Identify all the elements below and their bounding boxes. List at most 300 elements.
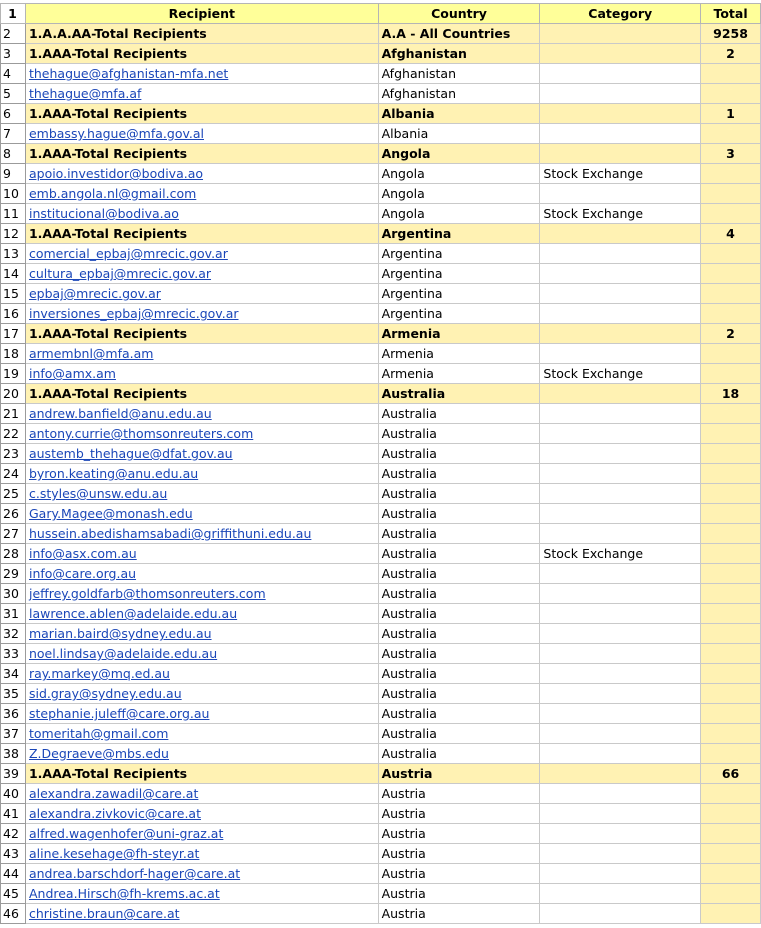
category-cell[interactable] [540,124,701,144]
recipient-cell[interactable] [25,604,378,624]
recipient-email-link[interactable]: marian.baird@sydney.edu.au [28,626,212,641]
country-cell[interactable]: Australia [378,624,540,644]
recipient-email-link[interactable]: emb.angola.nl@gmail.com [28,186,197,201]
country-cell[interactable]: Australia [378,484,540,504]
recipient-cell[interactable] [25,484,378,504]
row-number[interactable]: 44 [1,864,26,884]
recipient-email-link[interactable]: embassy.hague@mfa.gov.al [28,126,204,141]
total-cell[interactable] [701,804,761,824]
header-country[interactable]: Country [378,4,540,24]
table-row [1,364,761,384]
total-cell[interactable]: 66 [701,764,761,784]
recipient-email-link[interactable]: info@asx.com.au [28,546,137,561]
recipient-email-link[interactable]: ray.markey@mq.ed.au [28,666,170,681]
country-cell[interactable]: Austria [378,824,540,844]
group-total-row [1,144,761,164]
country-cell[interactable]: Australia [378,544,540,564]
recipient-cell[interactable]: 1.AAA-Total Recipients [25,144,378,164]
row-number[interactable]: 34 [1,664,26,684]
row-number[interactable]: 5 [1,84,26,104]
header-recipient[interactable]: Recipient [25,4,378,24]
table-row [1,844,761,864]
row-number[interactable]: 35 [1,684,26,704]
row-number[interactable]: 36 [1,704,26,724]
table-row [1,64,761,84]
row-number[interactable]: 45 [1,884,26,904]
country-cell[interactable]: Austria [378,864,540,884]
total-cell[interactable]: 1 [701,104,761,124]
row-number[interactable]: 11 [1,204,26,224]
total-cell[interactable] [701,524,761,544]
row-number[interactable]: 10 [1,184,26,204]
recipient-email-link[interactable]: hussein.abedishamsabadi@griffithuni.edu.au [28,526,312,541]
category-cell[interactable] [540,304,701,324]
recipient-email-link[interactable]: armembnl@mfa.am [28,346,154,361]
category-cell[interactable] [540,444,701,464]
category-cell[interactable] [540,24,701,44]
country-cell[interactable]: Australia [378,744,540,764]
recipient-email-link[interactable]: apoio.investidor@bodiva.ao [28,166,204,181]
total-cell[interactable]: 2 [701,44,761,64]
recipient-email-link[interactable]: noel.lindsay@adelaide.edu.au [28,646,218,661]
recipient-cell[interactable] [25,264,378,284]
category-cell[interactable] [540,464,701,484]
country-cell[interactable]: Australia [378,724,540,744]
row-number[interactable]: 46 [1,904,26,924]
category-cell[interactable] [540,844,701,864]
country-cell[interactable]: Australia [378,684,540,704]
row-number[interactable]: 17 [1,324,26,344]
recipient-cell[interactable] [25,364,378,384]
recipient-cell[interactable] [25,664,378,684]
recipient-cell[interactable]: 1.AAA-Total Recipients [25,384,378,404]
row-number[interactable]: 32 [1,624,26,644]
table-row [1,264,761,284]
total-cell[interactable]: 18 [701,384,761,404]
table-row [1,664,761,684]
recipient-cell[interactable] [25,544,378,564]
category-cell[interactable] [540,564,701,584]
recipient-cell[interactable] [25,124,378,144]
recipient-email-link[interactable]: antony.currie@thomsonreuters.com [28,426,254,441]
total-cell[interactable] [701,64,761,84]
table-row [1,524,761,544]
recipient-cell[interactable] [25,464,378,484]
category-cell[interactable] [540,644,701,664]
row-number[interactable]: 41 [1,804,26,824]
recipient-email-link[interactable]: austemb_thehague@dfat.gov.au [28,446,233,461]
recipient-cell[interactable] [25,804,378,824]
total-cell[interactable] [701,364,761,384]
row-number[interactable]: 25 [1,484,26,504]
row-number[interactable]: 16 [1,304,26,324]
recipient-cell[interactable] [25,744,378,764]
category-cell[interactable] [540,284,701,304]
table-row [1,304,761,324]
total-cell[interactable] [701,404,761,424]
category-cell[interactable] [540,344,701,364]
country-cell[interactable]: Austria [378,904,540,924]
recipient-email-link[interactable]: info@amx.am [28,366,116,381]
recipient-email-link[interactable]: c.styles@unsw.edu.au [28,486,168,501]
total-cell[interactable] [701,904,761,924]
country-cell[interactable]: Argentina [378,284,540,304]
recipient-cell[interactable] [25,644,378,664]
category-cell[interactable]: Stock Exchange [540,364,701,384]
country-cell[interactable]: Austria [378,784,540,804]
recipient-email-link[interactable]: christine.braun@care.at [28,906,180,921]
total-cell[interactable] [701,204,761,224]
total-cell[interactable] [701,164,761,184]
country-cell[interactable]: Argentina [378,224,540,244]
recipient-cell[interactable]: 1.AAA-Total Recipients [25,104,378,124]
group-total-row [1,764,761,784]
total-cell[interactable] [701,184,761,204]
country-cell[interactable]: Albania [378,124,540,144]
recipient-cell[interactable] [25,824,378,844]
country-cell[interactable]: Angola [378,164,540,184]
category-cell[interactable] [540,324,701,344]
row-number[interactable]: 42 [1,824,26,844]
row-number[interactable]: 15 [1,284,26,304]
category-cell[interactable] [540,504,701,524]
total-cell[interactable] [701,504,761,524]
recipient-email-link[interactable]: alexandra.zawadil@care.at [28,786,199,801]
country-cell[interactable]: Australia [378,644,540,664]
recipient-cell[interactable] [25,904,378,924]
recipient-cell[interactable] [25,284,378,304]
country-cell[interactable]: Angola [378,204,540,224]
total-cell[interactable] [701,124,761,144]
table-row [1,684,761,704]
total-cell[interactable]: 2 [701,324,761,344]
country-cell[interactable]: Armenia [378,324,540,344]
recipient-cell[interactable] [25,304,378,324]
table-row [1,164,761,184]
country-cell[interactable]: Australia [378,564,540,584]
recipient-email-link[interactable]: cultura_epbaj@mrecic.gov.ar [28,266,212,281]
table-row [1,424,761,444]
category-cell[interactable] [540,724,701,744]
category-cell[interactable] [540,384,701,404]
recipient-email-link[interactable]: alexandra.zivkovic@care.at [28,806,201,821]
country-cell[interactable]: Angola [378,184,540,204]
row-number[interactable]: 2 [1,24,26,44]
row-number[interactable]: 14 [1,264,26,284]
row-number[interactable]: 9 [1,164,26,184]
table-row [1,804,761,824]
country-cell[interactable]: Angola [378,144,540,164]
total-cell[interactable]: 3 [701,144,761,164]
country-cell[interactable]: Australia [378,524,540,544]
table-row [1,904,761,924]
recipient-email-link[interactable]: thehague@mfa.af [28,86,142,101]
total-cell[interactable] [701,304,761,324]
country-cell[interactable]: Argentina [378,244,540,264]
recipient-email-link[interactable]: lawrence.ablen@adelaide.edu.au [28,606,238,621]
recipient-cell[interactable] [25,884,378,904]
table-row [1,464,761,484]
country-cell[interactable]: Australia [378,464,540,484]
category-cell[interactable] [540,144,701,164]
total-cell[interactable]: 9258 [701,24,761,44]
total-cell[interactable] [701,844,761,864]
recipient-cell[interactable] [25,684,378,704]
recipient-email-link[interactable]: andrea.barschdorf-hager@care.at [28,866,241,881]
recipient-cell[interactable] [25,404,378,424]
country-cell[interactable]: Austria [378,884,540,904]
category-cell[interactable] [540,684,701,704]
row-number[interactable]: 19 [1,364,26,384]
category-cell[interactable] [540,404,701,424]
recipient-cell[interactable] [25,424,378,444]
recipient-email-link[interactable]: inversiones_epbaj@mrecic.gov.ar [28,306,239,321]
recipient-cell[interactable]: 1.AAA-Total Recipients [25,224,378,244]
table-row [1,484,761,504]
header-row [1,4,761,24]
category-cell[interactable] [540,184,701,204]
row-number[interactable]: 22 [1,424,26,444]
row-number[interactable]: 7 [1,124,26,144]
category-cell[interactable] [540,664,701,684]
total-cell[interactable] [701,604,761,624]
recipient-cell[interactable] [25,164,378,184]
category-cell[interactable]: Stock Exchange [540,544,701,564]
category-cell[interactable] [540,704,701,724]
row-number[interactable]: 20 [1,384,26,404]
category-cell[interactable] [540,484,701,504]
recipient-email-link[interactable]: epbaj@mrecic.gov.ar [28,286,161,301]
recipient-cell[interactable] [25,244,378,264]
row-number[interactable]: 6 [1,104,26,124]
total-cell[interactable] [701,744,761,764]
category-cell[interactable] [540,244,701,264]
category-cell[interactable] [540,84,701,104]
row-number[interactable]: 27 [1,524,26,544]
recipient-cell[interactable] [25,704,378,724]
row-number[interactable]: 8 [1,144,26,164]
total-cell[interactable] [701,784,761,804]
header-total[interactable]: Total [701,4,761,24]
table-row [1,184,761,204]
total-cell[interactable] [701,704,761,724]
recipient-cell[interactable] [25,784,378,804]
total-cell[interactable] [701,884,761,904]
country-cell[interactable]: Australia [378,504,540,524]
total-cell[interactable] [701,684,761,704]
category-cell[interactable] [540,744,701,764]
recipient-cell[interactable]: 1.AAA-Total Recipients [25,764,378,784]
country-cell[interactable]: Austria [378,844,540,864]
country-cell[interactable]: Afghanistan [378,44,540,64]
category-cell[interactable] [540,264,701,284]
recipient-cell[interactable]: 1.A.A.AA-Total Recipients [25,24,378,44]
recipient-cell[interactable] [25,84,378,104]
total-cell[interactable] [701,464,761,484]
recipient-cell[interactable] [25,184,378,204]
table-row [1,584,761,604]
recipient-email-link[interactable]: byron.keating@anu.edu.au [28,466,199,481]
recipient-cell[interactable]: 1.AAA-Total Recipients [25,44,378,64]
category-cell[interactable] [540,104,701,124]
table-row [1,204,761,224]
country-cell[interactable]: Austria [378,804,540,824]
recipient-email-link[interactable]: info@care.org.au [28,566,137,581]
category-cell[interactable] [540,764,701,784]
recipient-email-link[interactable]: alfred.wagenhofer@uni-graz.at [28,826,224,841]
category-cell[interactable] [540,424,701,444]
table-row [1,244,761,264]
recipient-cell[interactable] [25,584,378,604]
row-number[interactable]: 29 [1,564,26,584]
category-cell[interactable]: Stock Exchange [540,204,701,224]
total-cell[interactable] [701,644,761,664]
recipient-cell[interactable] [25,64,378,84]
row-number[interactable]: 31 [1,604,26,624]
country-cell[interactable]: A.A - All Countries [378,24,540,44]
table-row [1,704,761,724]
total-cell[interactable] [701,344,761,364]
category-cell[interactable] [540,44,701,64]
row-number[interactable]: 33 [1,644,26,664]
row-number[interactable]: 40 [1,784,26,804]
country-cell[interactable]: Argentina [378,264,540,284]
recipient-cell[interactable] [25,204,378,224]
category-cell[interactable] [540,824,701,844]
category-cell[interactable] [540,784,701,804]
category-cell[interactable] [540,884,701,904]
recipient-cell[interactable] [25,564,378,584]
recipient-cell[interactable] [25,844,378,864]
row-number[interactable]: 38 [1,744,26,764]
recipient-cell[interactable] [25,724,378,744]
recipient-email-link[interactable]: institucional@bodiva.ao [28,206,179,221]
category-cell[interactable] [540,864,701,884]
total-cell[interactable] [701,484,761,504]
row-number[interactable]: 28 [1,544,26,564]
table-row [1,724,761,744]
country-cell[interactable]: Australia [378,704,540,724]
row-number[interactable]: 43 [1,844,26,864]
country-cell[interactable]: Australia [378,384,540,404]
row-number[interactable]: 39 [1,764,26,784]
table-row [1,824,761,844]
country-cell[interactable]: Albania [378,104,540,124]
total-cell[interactable] [701,84,761,104]
recipient-email-link[interactable]: sid.gray@sydney.edu.au [28,686,182,701]
recipients-table [0,3,761,924]
total-cell[interactable] [701,664,761,684]
recipient-cell[interactable] [25,344,378,364]
row-number[interactable]: 37 [1,724,26,744]
recipient-cell[interactable] [25,444,378,464]
recipient-email-link[interactable]: Andrea.Hirsch@fh-krems.ac.at [28,886,220,901]
category-cell[interactable] [540,804,701,824]
row-number[interactable]: 13 [1,244,26,264]
country-cell[interactable]: Armenia [378,344,540,364]
recipient-cell[interactable]: 1.AAA-Total Recipients [25,324,378,344]
total-cell[interactable] [701,824,761,844]
row-number[interactable]: 12 [1,224,26,244]
table-row [1,84,761,104]
group-total-row [1,324,761,344]
category-cell[interactable] [540,524,701,544]
category-cell[interactable] [540,904,701,924]
total-cell[interactable] [701,864,761,884]
total-cell[interactable] [701,284,761,304]
total-cell[interactable] [701,424,761,444]
row-number[interactable]: 24 [1,464,26,484]
recipient-email-link[interactable]: tomeritah@gmail.com [28,726,169,741]
total-cell[interactable] [701,624,761,644]
row-number[interactable]: 21 [1,404,26,424]
recipient-cell[interactable] [25,624,378,644]
table-row [1,544,761,564]
category-cell[interactable] [540,584,701,604]
country-cell[interactable]: Australia [378,444,540,464]
recipient-email-link[interactable]: comercial_epbaj@mrecic.gov.ar [28,246,228,261]
category-cell[interactable] [540,604,701,624]
country-cell[interactable]: Argentina [378,304,540,324]
country-cell[interactable]: Austria [378,764,540,784]
recipient-email-link[interactable]: Z.Degraeve@mbs.edu [28,746,169,761]
country-cell[interactable]: Australia [378,584,540,604]
row-number[interactable]: 1 [1,4,26,24]
row-number[interactable]: 4 [1,64,26,84]
total-cell[interactable] [701,564,761,584]
group-total-row [1,24,761,44]
category-cell[interactable] [540,624,701,644]
country-cell[interactable]: Afghanistan [378,64,540,84]
row-number[interactable]: 26 [1,504,26,524]
category-cell[interactable] [540,64,701,84]
total-cell[interactable]: 4 [701,224,761,244]
recipient-email-link[interactable]: stephanie.juleff@care.org.au [28,706,210,721]
recipient-email-link[interactable]: andrew.banfield@anu.edu.au [28,406,212,421]
group-total-row [1,104,761,124]
total-cell[interactable] [701,244,761,264]
country-cell[interactable]: Australia [378,664,540,684]
category-cell[interactable] [540,224,701,244]
total-cell[interactable] [701,444,761,464]
row-number[interactable]: 18 [1,344,26,364]
total-cell[interactable] [701,584,761,604]
total-cell[interactable] [701,724,761,744]
country-cell[interactable]: Afghanistan [378,84,540,104]
table-row [1,504,761,524]
recipient-email-link[interactable]: Gary.Magee@monash.edu [28,506,193,521]
row-number[interactable]: 23 [1,444,26,464]
recipient-cell[interactable] [25,504,378,524]
recipient-cell[interactable] [25,864,378,884]
header-category[interactable]: Category [540,4,701,24]
recipient-email-link[interactable]: aline.kesehage@fh-steyr.at [28,846,200,861]
row-number[interactable]: 30 [1,584,26,604]
country-cell[interactable]: Australia [378,424,540,444]
country-cell[interactable]: Australia [378,404,540,424]
total-cell[interactable] [701,264,761,284]
recipient-email-link[interactable]: jeffrey.goldfarb@thomsonreuters.com [28,586,266,601]
table-row [1,444,761,464]
recipient-cell[interactable] [25,524,378,544]
country-cell[interactable]: Armenia [378,364,540,384]
country-cell[interactable]: Australia [378,604,540,624]
recipient-email-link[interactable]: thehague@afghanistan-mfa.net [28,66,229,81]
category-cell[interactable]: Stock Exchange [540,164,701,184]
total-cell[interactable] [701,544,761,564]
table-row [1,564,761,584]
row-number[interactable]: 3 [1,44,26,64]
